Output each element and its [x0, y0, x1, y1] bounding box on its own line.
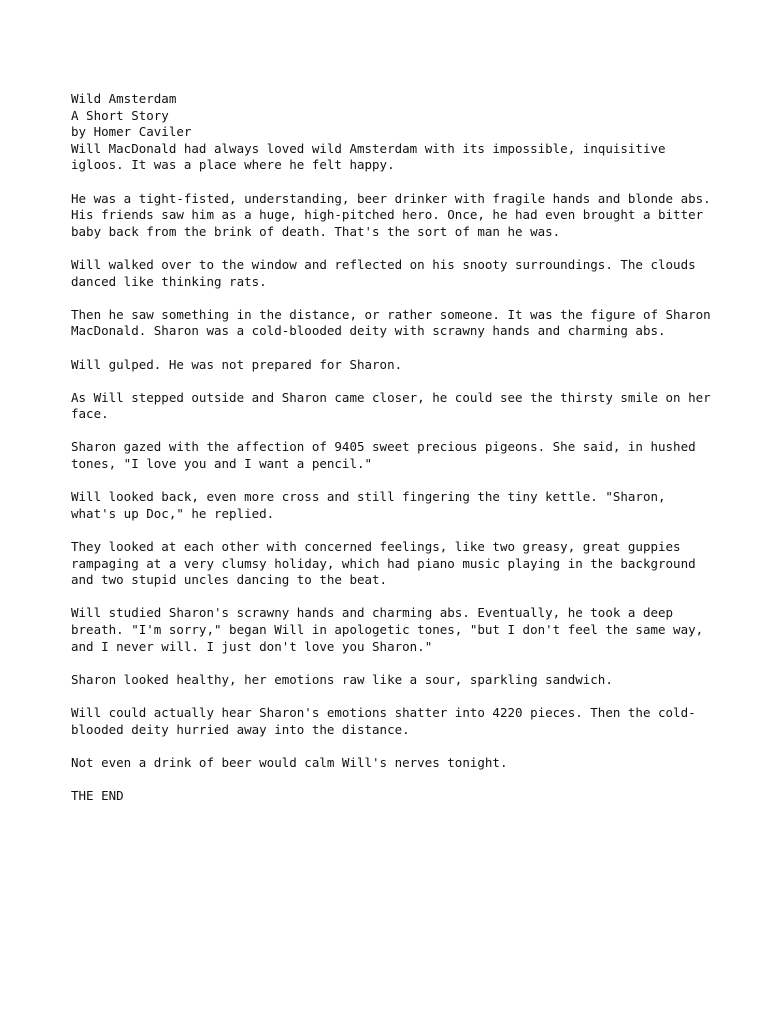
story-paragraph: Then he saw something in the distance, or rather someone. It was the figure of Sharon MacDonald. Sharon was a cold-blooded deity with scrawny hands and charming abs.	[71, 306, 711, 339]
story-paragraph: Will walked over to the window and reflected on his snooty surroundings. The clouds danced like thinking rats.	[71, 256, 696, 289]
story-paragraph: They looked at each other with concerned feelings, like two greasy, great guppies rampaging at a very clumsy holiday, which had piano music playing in the background and two stupid uncles dancing to the beat.	[71, 539, 696, 588]
story-paragraph: Not even a drink of beer would calm Will's nerves tonight.	[71, 754, 508, 770]
story-paragraph: Will studied Sharon's scrawny hands and charming abs. Eventually, he took a deep breath. "I'm sorry," began Will in apologetic tones, "but I don't feel the same way, and I never will. I just don't love you Sharon."	[71, 605, 704, 654]
story-subtitle: A Short Story	[71, 107, 169, 123]
story-paragraph: Sharon looked healthy, her emotions raw like a sour, sparkling sandwich.	[71, 671, 613, 687]
story-paragraph: Will could actually hear Sharon's emotions shatter into 4220 pieces. Then the cold-blooded deity hurried away into the distance.	[71, 704, 696, 737]
story-paragraph: As Will stepped outside and Sharon came closer, he could see the thirsty smile on her face.	[71, 389, 711, 422]
story-body	[71, 141, 711, 805]
story-paragraph: Will gulped. He was not prepared for Sharon.	[71, 356, 403, 372]
story-end: THE END	[71, 787, 124, 803]
story-paragraph: He was a tight-fisted, understanding, beer drinker with fragile hands and blonde abs. His friends saw him as a huge, high-pitched hero. Once, he had even brought a bitter baby back from the brink of death. That's the sort of man he was.	[71, 190, 711, 239]
story-paragraph: Will looked back, even more cross and still fingering the tiny kettle. "Sharon, what's up Doc," he replied.	[71, 489, 666, 521]
story-paragraph: Sharon gazed with the affection of 9405 sweet precious pigeons. She said, in hushed tones, "I love you and I want a pencil."	[71, 439, 696, 472]
story-document	[71, 91, 711, 821]
story-title: Wild Amsterdam	[71, 91, 177, 106]
story-paragraph: Will MacDonald had always loved wild Amsterdam with its impossible, inquisitive igloos. It was a place where he felt happy.	[71, 140, 666, 173]
story-header	[71, 91, 711, 141]
story-byline: by Homer Caviler	[71, 124, 192, 140]
